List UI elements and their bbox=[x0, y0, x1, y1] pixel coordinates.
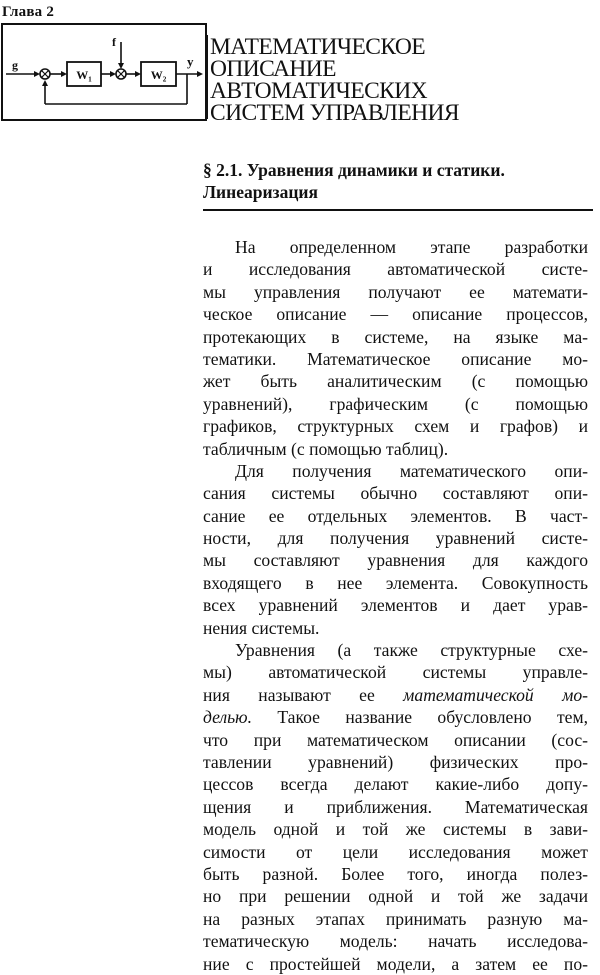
text-line: что при математическом описании (сос- bbox=[203, 729, 588, 750]
section-heading-line: § 2.1. Уравнения динамики и статики. bbox=[203, 160, 505, 180]
text-line: тематическую модель: начать исследова- bbox=[203, 931, 588, 952]
summing-junction-1 bbox=[40, 69, 50, 79]
text-line: графиков, структурных схем и графов) и bbox=[203, 416, 588, 437]
text-line: щения и приближения. Математическая bbox=[203, 796, 588, 817]
chapter-label: Глава 2 bbox=[2, 4, 55, 20]
text-line: и исследования автоматической систе- bbox=[203, 259, 588, 280]
text-line: Уравнения (а также структурные схе- bbox=[235, 640, 588, 661]
body-text bbox=[203, 236, 588, 975]
chapter-title-line: МАТЕМАТИЧЕСКОЕ bbox=[210, 34, 425, 60]
section-heading-line: Линеаризация bbox=[203, 182, 318, 202]
block-w1-label: W₁ bbox=[76, 68, 92, 82]
text-line: сания системы обычно составляют опи- bbox=[203, 483, 588, 504]
text-line: сание ее отдельных элементов. В част- bbox=[203, 505, 588, 526]
chapter-title-line: СИСТЕМ УПРАВЛЕНИЯ bbox=[210, 100, 459, 126]
block-diagram bbox=[0, 16, 210, 124]
text-line: симости от цели исследования может bbox=[203, 841, 588, 862]
text-line: всех уравнений элементов и дает урав- bbox=[203, 595, 588, 616]
text-line: тематики. Математическое описание мо- bbox=[203, 348, 588, 369]
text-line: ния называют ее математической мо- bbox=[203, 684, 588, 705]
text-line: модель одной и той же системы в зави- bbox=[203, 819, 588, 840]
chapter-title-line: ОПИСАНИЕ bbox=[210, 56, 336, 82]
paragraph bbox=[203, 639, 588, 975]
output-label: y bbox=[187, 54, 194, 69]
text-line: жет быть аналитическим (с помощью bbox=[203, 371, 588, 392]
title-vertical-rule bbox=[206, 35, 208, 119]
block-w2-label: W₂ bbox=[150, 68, 167, 82]
output-arrow bbox=[197, 71, 203, 77]
chapter-title bbox=[210, 36, 595, 124]
italic-term: делью. bbox=[203, 707, 252, 728]
text-line: ности, для получения уравнений систе- bbox=[203, 528, 588, 549]
text-line: На определенном этапе разработки bbox=[235, 237, 588, 257]
paragraph bbox=[203, 460, 588, 639]
text-line: ние с простейшей модели, а затем ее по- bbox=[203, 953, 588, 974]
text-line: тавлении уравнений) физических про- bbox=[203, 751, 588, 772]
text-line: мы составляют уравнения для каждого bbox=[203, 550, 588, 571]
text-line: табличным (с помощью таблиц). bbox=[203, 438, 449, 459]
text-line: цессов всегда делают какие-либо допу- bbox=[203, 774, 588, 795]
input-label: g bbox=[12, 58, 18, 72]
text-line: ческое описание — описание процессов, bbox=[203, 304, 588, 325]
text-line: нения системы. bbox=[203, 617, 320, 638]
section-heading bbox=[203, 159, 593, 203]
text-line: мы) автоматической системы управле- bbox=[203, 662, 588, 683]
text-line: быть разной. Более того, иногда полез- bbox=[203, 863, 588, 884]
input-arrow bbox=[34, 71, 40, 77]
text-line: делью. Такое название обусловлено тем, bbox=[203, 707, 588, 728]
text-line: входящего в нее элемента. Совокупность bbox=[203, 572, 588, 593]
chapter-title-line: АВТОМАТИЧЕСКИХ bbox=[210, 78, 427, 104]
summing-junction-2 bbox=[116, 69, 126, 79]
paragraph bbox=[203, 236, 588, 460]
text-line: на разных этапах принимать разную ма- bbox=[203, 908, 588, 929]
text-line: но при решении одной и той же задачи bbox=[203, 886, 588, 907]
text-line: протекающих в системе, на языке ма- bbox=[203, 326, 588, 347]
section-underline bbox=[203, 209, 593, 211]
text-line: уравнений), графическим (с помощью bbox=[203, 393, 588, 414]
text-line: Для получения математического опи- bbox=[235, 460, 588, 481]
italic-term: математической мо- bbox=[403, 684, 588, 705]
disturbance-label: f bbox=[112, 35, 116, 49]
feedback-arrow bbox=[42, 80, 48, 86]
text-line: мы управления получают ее математи- bbox=[203, 281, 588, 302]
